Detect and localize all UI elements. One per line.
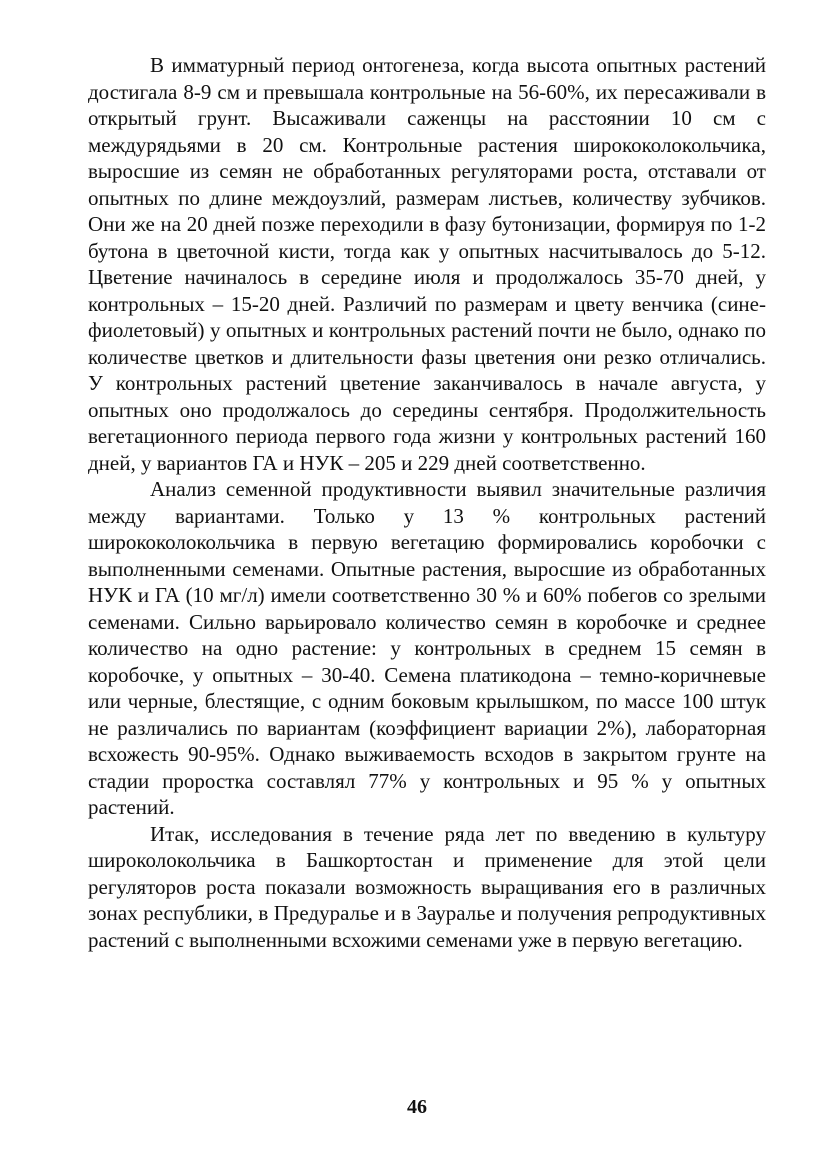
page-body	[88, 52, 766, 953]
paragraph-2: Анализ семенной продуктивности выявил значительные различия между вариантами. Только у 13 % контрольных растений ширококолокольчика в первую вегетацию формировались коробочки с выполненными семенами. Опытные растения, выросшие из обработанных НУК и ГА (10 мг/л) имели соответственно 30 % и 60% побегов со зрелыми семенами. Сильно варьировало количество семян в коробочке и среднее количество на одно растение: у контрольных в среднем 15 семян в коробочке, у опытных – 30-40. Семена платикодона – темно-коричневые или черные, блестящие, с одним боковым крылышком, по массе 100 штук не различались по вариантам (коэффициент вариации 2%), лабораторная всхожесть 90-95%. Однако выживаемость всходов в закрытом грунте на стадии проростка составлял 77% у контрольных и 95 % у опытных растений.	[88, 477, 766, 819]
page-number: 46	[407, 1096, 427, 1118]
paragraph-3: Итак, исследования в течение ряда лет по введению в культуру широколокольчика в Башкортостан и применение для этой цели регуляторов роста показали возможность выращивания его в различных зонах республики, в Предуралье и в Зауралье и получения репродуктивных растений с выполненными всхожими семенами уже в первую вегетацию.	[88, 821, 766, 952]
paragraph-1: В имматурный период онтогенеза, когда высота опытных растений достигала 8-9 см и превышала контрольные на 56-60%, их пересаживали в открытый грунт. Высаживали саженцы на расстоянии 10 см с междурядьями в 20 см. Контрольные растения ширококолокольчика, выросшие из семян не обработанных регуляторами роста, отставали от опытных по длине междоузлий, размерам листьев, количеству зубчиков. Они же на 20 дней позже переходили в фазу бутонизации, формируя по 1-2 бутона в цветочной кисти, тогда как у опытных насчитывалось до 5-12. Цветение начиналось в середине июля и продолжалось 35-70 дней, у контрольных – 15-20 дней. Различий по размерам и цвету венчика (сине-фиолетовый) у опытных и контрольных растений почти не было, однако по количестве цветков и длительности фазы цветения они резко отличались. У контрольных растений цветение заканчивалось в начале августа, у опытных оно продолжалось до середины сентября. Продолжительность вегетационного периода первого года жизни у контрольных растений 160 дней, у вариантов ГА и НУК – 205 и 229 дней соответственно.	[88, 53, 766, 475]
